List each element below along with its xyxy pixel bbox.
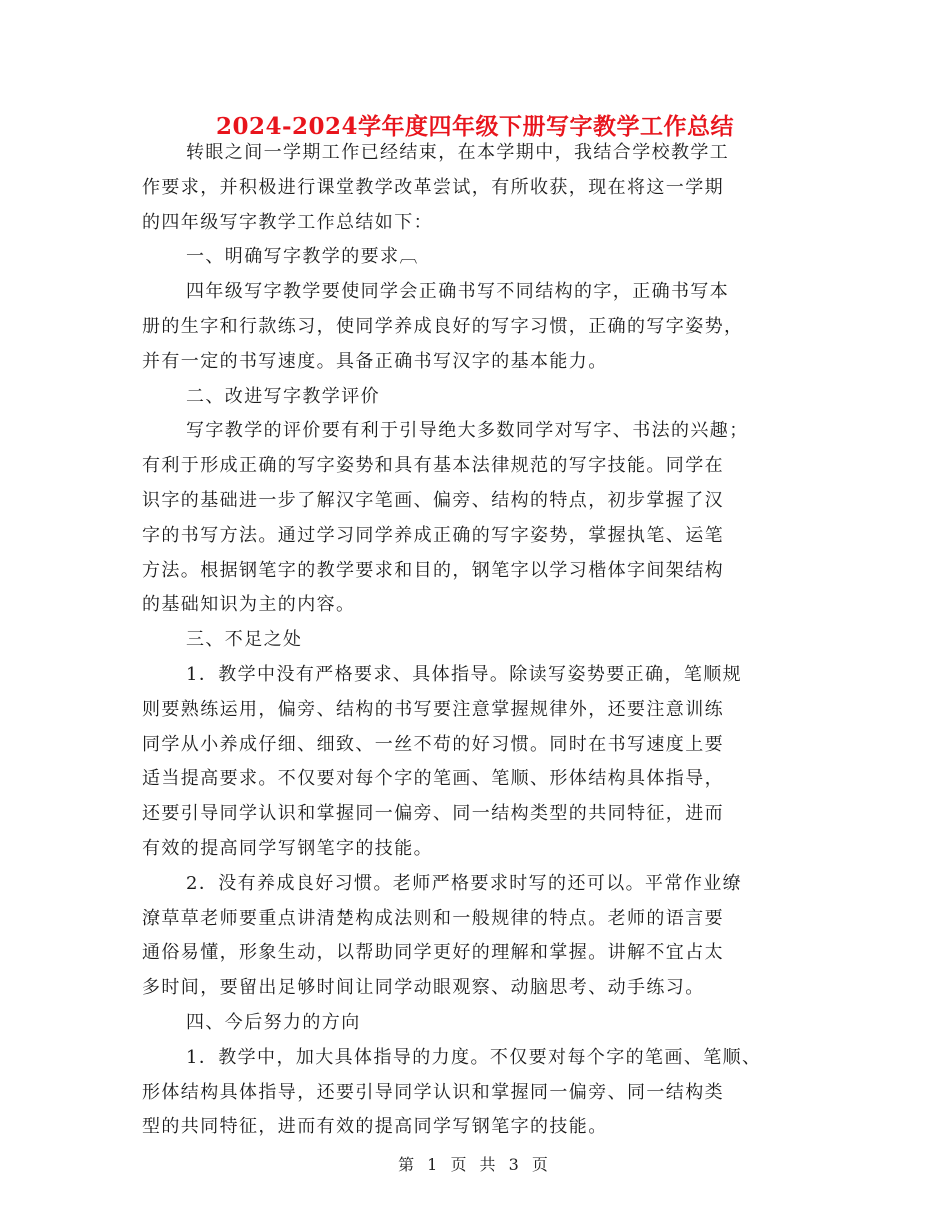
paragraph-line: 潦草草老师要重点讲清楚构成法则和一般规律的特点。老师的语言要 [142,907,724,929]
paragraph-line: 形体结构具体指导，还要引导同学认识和掌握同一偏旁、同一结构类 [142,1081,724,1103]
paragraph-line: 的基础知识为主的内容。 [142,594,356,616]
paragraph-line: 四年级写字教学要使同学会正确书写不同结构的字，正确书写本 [186,281,730,303]
paragraph-line: 同学从小养成仔细、细致、一丝不苟的好习惯。同时在书写速度上要 [142,733,724,755]
paragraph-line: 字的书写方法。通过学习同学养成正确的写字姿势，掌握执笔、运笔 [142,524,724,546]
paragraph-line: 通俗易懂，形象生动，以帮助同学更好的理解和掌握。讲解不宜占太 [142,942,724,964]
document-body [142,136,832,1145]
paragraph-line: 型的共同特征，进而有效的提高同学写钢笔字的技能。 [142,1116,608,1138]
section-heading: 二、改进写字教学评价 [186,385,380,407]
paragraph-line: 有效的提高同学写钢笔字的技能。 [142,837,433,859]
paragraph-line: 适当提高要求。不仅要对每个字的笔画、笔顺、形体结构具体指导， [142,768,724,790]
page-number-footer: 第 1 页 共 3 页 [398,1155,552,1174]
paragraph-line: 的四年级写字教学工作总结如下： [142,211,433,233]
paragraph-line: 1．教学中没有严格要求、具体指导。除读写姿势要正确，笔顺规 [186,663,743,685]
document-title: 2024-2024学年度四年级下册写字教学工作总结 [215,113,735,140]
paragraph-line: 多时间，要留出足够时间让同学动眼观察、动脑思考、动手练习。 [142,977,705,999]
paragraph-line: 2．没有养成良好习惯。老师严格要求时写的还可以。平常作业缭 [186,872,743,894]
paragraph-line: 转眼之间一学期工作已经结束，在本学期中，我结合学校教学工 [186,142,730,163]
paragraph-line: 并有一定的书写速度。具备正确书写汉字的基本能力。 [142,350,608,372]
paragraph-line: 还要引导同学认识和掌握同一偏旁、同一结构类型的共同特征，进而 [142,803,724,825]
section-heading: 一、明确写字教学的要求︹ [186,246,419,268]
paragraph-line: 写字教学的评价要有利于引导绝大多数同学对写字、书法的兴趣； [186,420,749,442]
paragraph-line: 1．教学中，加大具体指导的力度。不仅要对每个字的笔画、笔顺、 [186,1046,762,1068]
paragraph-line: 作要求，并积极进行课堂教学改革尝试，有所收获，现在将这一学期 [142,176,724,198]
paragraph-line: 则要熟练运用，偏旁、结构的书写要注意掌握规律外，还要注意训练 [142,698,724,720]
paragraph-line: 方法。根据钢笔字的教学要求和目的，钢笔字以学习楷体字间架结构 [142,559,724,581]
paragraph-line: 册的生字和行款练习，使同学养成良好的写字习惯，正确的写字姿势， [142,315,744,337]
paragraph-line: 识字的基础进一步了解汉字笔画、偏旁、结构的特点，初步掌握了汉 [142,489,724,511]
section-heading: 三、不足之处 [186,629,303,651]
section-heading: 四、今后努力的方向 [186,1011,361,1033]
paragraph-line: 有利于形成正确的写字姿势和具有基本法律规范的写字技能。同学在 [142,455,724,477]
